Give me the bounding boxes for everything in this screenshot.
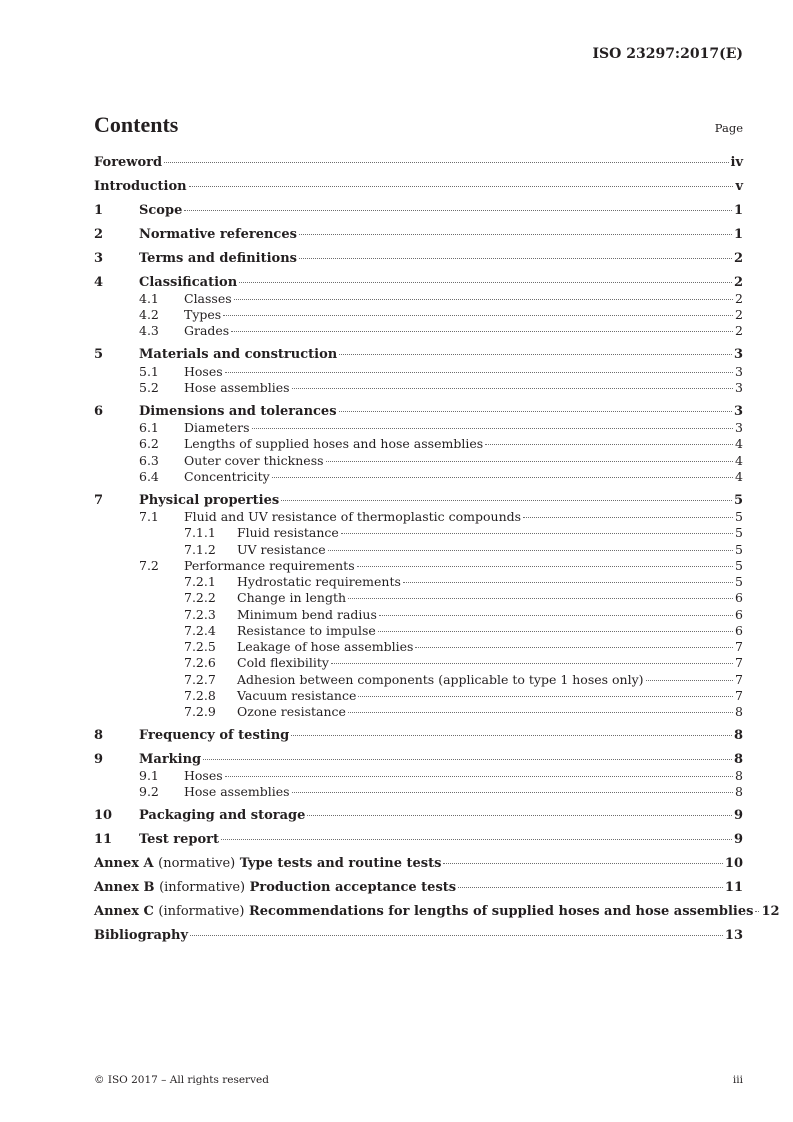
toc-annex-label: Annex B <box>94 880 155 896</box>
dot-leader <box>223 315 733 316</box>
toc-entry[interactable] <box>94 639 743 655</box>
toc-entry-title: Packaging and storage <box>139 808 306 824</box>
toc-annex-kind: (informative) <box>158 904 245 920</box>
toc-entry-page: 4 <box>735 436 743 452</box>
toc-entry-title: Hoses <box>184 363 223 379</box>
toc-entry[interactable] <box>94 784 743 800</box>
toc-entry-title: Grades <box>184 323 230 339</box>
dot-leader <box>252 428 734 429</box>
toc-annex-kind: (normative) <box>158 856 236 872</box>
toc-entry-page: 3 <box>735 363 743 379</box>
toc-entry-page: 9 <box>733 808 743 824</box>
toc-entry-title: UV resistance <box>237 541 326 557</box>
toc-entry-number: 5 <box>94 347 104 363</box>
toc-entry[interactable] <box>94 291 743 307</box>
dot-leader <box>203 759 732 760</box>
dot-leader <box>281 500 732 501</box>
toc-entry-number: 8 <box>94 727 104 743</box>
toc-entry[interactable] <box>94 493 743 509</box>
document-id: ISO 23297:2017(E) <box>592 46 743 62</box>
toc-entry-title: Classes <box>184 290 232 306</box>
toc-entry[interactable] <box>94 323 743 339</box>
toc-entry-title: Leakage of hose assemblies <box>237 639 414 654</box>
toc-entry-title: Hose assemblies <box>184 784 290 800</box>
toc-entry-title: Concentricity <box>184 468 270 484</box>
toc-entry-title: Fluid and UV resistance of thermoplastic compounds <box>184 509 522 524</box>
dot-leader <box>378 631 733 632</box>
toc-entry-number: 9 <box>94 751 104 767</box>
toc-entry-number: 6.3 <box>139 452 159 468</box>
dot-leader <box>328 550 733 551</box>
page-column-label: Page <box>714 121 743 135</box>
toc-entry[interactable] <box>94 832 743 848</box>
copyright-notice: © ISO 2017 – All rights reserved <box>94 1074 269 1086</box>
toc-entry[interactable] <box>94 251 743 267</box>
contents-heading-row <box>94 112 743 138</box>
page-title: Contents <box>94 112 179 137</box>
toc-entry-title: Performance requirements <box>184 557 355 573</box>
dot-leader <box>291 735 732 736</box>
toc-entry[interactable] <box>94 558 743 574</box>
toc-entry-title: Test report <box>139 832 220 848</box>
toc-entry-number: 7.2.6 <box>184 655 216 671</box>
toc-entry-page: 8 <box>735 784 743 800</box>
toc-entry-page: 8 <box>735 704 743 719</box>
toc-entry-title: Production acceptance tests <box>249 880 457 896</box>
toc-entry[interactable] <box>94 752 743 768</box>
toc-entry-page: 5 <box>735 525 743 541</box>
toc-entry-page: 11 <box>724 880 743 896</box>
toc-entry-title: Types <box>184 307 222 323</box>
toc-entry-page: 7 <box>735 671 743 687</box>
toc-entry[interactable] <box>94 880 743 896</box>
toc-entry-page: 6 <box>735 590 743 606</box>
toc-entry-number: 4.1 <box>139 290 159 306</box>
toc-entry-page: 9 <box>733 832 743 848</box>
toc-entry-page: 7 <box>735 639 743 654</box>
toc-entry-title: Scope <box>139 202 183 218</box>
toc-entry-page: 6 <box>735 622 743 638</box>
toc-entry-page: 3 <box>733 347 743 363</box>
dot-leader <box>339 354 732 355</box>
toc-entry-page: 6 <box>735 606 743 622</box>
toc-entry-number: 7.2.7 <box>184 671 216 687</box>
toc-entry-page: 2 <box>733 250 743 266</box>
dot-leader <box>299 234 732 235</box>
toc-entry-number: 2 <box>94 226 104 242</box>
dot-leader <box>403 582 733 583</box>
toc-entry-page: 2 <box>735 307 743 323</box>
table-of-contents <box>94 155 780 944</box>
toc-entry-title: Materials and construction <box>139 347 338 363</box>
toc-entry[interactable] <box>94 574 743 590</box>
footer-page-number: iii <box>732 1074 743 1086</box>
toc-entry[interactable] <box>94 275 743 291</box>
toc-entry[interactable] <box>94 672 743 688</box>
toc-entry-page: 1 <box>733 202 743 218</box>
dot-leader <box>225 776 733 777</box>
toc-entry-page: 8 <box>733 727 743 743</box>
toc-entry-page: 5 <box>735 509 743 524</box>
toc-entry-number: 6.4 <box>139 468 159 484</box>
toc-entry[interactable] <box>94 380 743 396</box>
toc-entry-number: 7.2 <box>139 557 159 573</box>
toc-entry-number: 7.2.5 <box>184 639 216 654</box>
toc-entry-page: 8 <box>735 768 743 784</box>
dot-leader <box>755 911 759 912</box>
toc-entry-number: 7.2.1 <box>184 574 216 589</box>
toc-entry-title: Marking <box>139 751 202 767</box>
dot-leader <box>443 863 722 864</box>
toc-entry[interactable] <box>94 768 743 784</box>
toc-entry-number: 7.1 <box>139 509 159 524</box>
dot-leader <box>307 815 732 816</box>
toc-entry[interactable] <box>94 347 743 363</box>
toc-entry[interactable] <box>94 928 743 944</box>
toc-entry[interactable] <box>94 453 743 469</box>
toc-entry-number: 7.2.8 <box>184 687 216 703</box>
dot-leader <box>292 388 733 389</box>
toc-entry-page: 5 <box>733 492 743 508</box>
page-footer <box>94 1074 743 1086</box>
dot-leader <box>646 680 734 681</box>
toc-entry-page: 2 <box>733 274 743 290</box>
toc-entry[interactable] <box>94 607 743 623</box>
toc-entry-number: 7.2.2 <box>184 590 216 606</box>
dot-leader <box>272 477 733 478</box>
toc-entry-title: Minimum bend radius <box>237 606 377 622</box>
toc-entry-number: 10 <box>94 808 113 824</box>
toc-entry-page: 5 <box>735 557 743 573</box>
toc-entry[interactable] <box>94 307 743 323</box>
toc-annex-label: Annex A <box>94 856 154 872</box>
dot-leader <box>341 533 733 534</box>
dot-leader <box>523 517 733 518</box>
toc-entry-title: Change in length <box>237 590 347 606</box>
toc-entry-number: 3 <box>94 250 104 266</box>
toc-entry-number: 5.1 <box>139 363 159 379</box>
toc-entry-title: Recommendations for lengths of supplied hoses and hose assemblies <box>248 904 754 920</box>
toc-entry[interactable] <box>94 808 743 824</box>
dot-leader <box>348 598 733 599</box>
toc-entry[interactable] <box>94 404 743 420</box>
dot-leader <box>379 615 733 616</box>
toc-entry-number: 11 <box>94 832 113 848</box>
toc-entry[interactable] <box>94 655 743 671</box>
dot-leader <box>357 566 733 567</box>
toc-entry[interactable] <box>94 623 743 639</box>
toc-entry[interactable] <box>94 155 743 171</box>
toc-entry-page: v <box>735 178 743 194</box>
dot-leader <box>415 647 733 648</box>
toc-entry-title: Ozone resistance <box>237 704 346 719</box>
toc-entry-title: Introduction <box>94 178 187 194</box>
toc-entry-number: 4.3 <box>139 323 159 339</box>
toc-entry-title: Terms and definitions <box>139 250 297 266</box>
dot-leader <box>231 331 733 332</box>
toc-entry-page: 5 <box>735 574 743 589</box>
toc-entry[interactable] <box>94 364 743 380</box>
toc-entry[interactable] <box>94 509 743 525</box>
toc-entry-page: 2 <box>735 323 743 339</box>
toc-entry[interactable] <box>94 203 743 219</box>
toc-entry[interactable] <box>94 904 780 920</box>
toc-entry-page: 1 <box>733 226 743 242</box>
dot-leader <box>292 792 733 793</box>
toc-entry-title: Frequency of testing <box>139 727 290 743</box>
dot-leader <box>358 696 733 697</box>
toc-entry-number: 9.2 <box>139 784 159 800</box>
toc-entry-number: 7 <box>94 492 104 508</box>
toc-entry[interactable] <box>94 728 743 744</box>
toc-annex-kind: (informative) <box>159 880 246 896</box>
toc-entry-title: Outer cover thickness <box>184 452 324 468</box>
toc-entry-title: Cold flexibility <box>237 655 329 671</box>
toc-entry-number: 1 <box>94 202 104 218</box>
toc-entry-title: Diameters <box>184 420 250 436</box>
dot-leader <box>190 935 723 936</box>
toc-entry-title: Adhesion between components (applicable to type 1 hoses only) <box>237 671 644 687</box>
toc-entry-number: 9.1 <box>139 768 159 784</box>
toc-entry-page: 4 <box>735 468 743 484</box>
toc-entry-title: Fluid resistance <box>237 525 339 541</box>
toc-entry-number: 7.2.3 <box>184 606 216 622</box>
toc-entry-title: Hoses <box>184 768 223 784</box>
toc-entry-title: Hydrostatic requirements <box>237 574 401 589</box>
dot-leader <box>348 712 733 713</box>
toc-entry-title: Hose assemblies <box>184 379 290 395</box>
dot-leader <box>299 258 732 259</box>
toc-entry-title: Resistance to impulse <box>237 622 376 638</box>
dot-leader <box>239 282 732 283</box>
toc-entry[interactable] <box>94 436 743 452</box>
dot-leader <box>458 887 723 888</box>
toc-entry[interactable] <box>94 590 743 606</box>
toc-entry[interactable] <box>94 856 743 872</box>
toc-entry-number: 6.2 <box>139 436 159 452</box>
toc-entry-page: iv <box>730 155 743 170</box>
dot-leader <box>485 444 733 445</box>
toc-entry-number: 7.2.4 <box>184 622 216 638</box>
toc-entry-number: 7.1.2 <box>184 541 216 557</box>
toc-entry[interactable] <box>94 469 743 485</box>
toc-entry-title: Vacuum resistance <box>237 687 357 703</box>
toc-entry-number: 5.2 <box>139 379 159 395</box>
toc-entry[interactable] <box>94 525 743 541</box>
dot-leader <box>331 663 733 664</box>
toc-entry-number: 7.1.1 <box>184 525 216 541</box>
toc-entry-page: 7 <box>735 655 743 671</box>
toc-entry-page: 12 <box>761 904 780 920</box>
toc-entry-title: Foreword <box>94 155 163 170</box>
toc-entry[interactable] <box>94 542 743 558</box>
toc-entry-page: 8 <box>733 751 743 767</box>
dot-leader <box>225 372 733 373</box>
toc-entry-page: 3 <box>733 403 743 419</box>
toc-entry-number: 6.1 <box>139 420 159 436</box>
dot-leader <box>221 839 732 840</box>
dot-leader <box>189 186 734 187</box>
toc-entry-number: 4 <box>94 274 104 290</box>
toc-entry-page: 3 <box>735 379 743 395</box>
toc-entry[interactable] <box>94 179 743 195</box>
toc-entry-page: 10 <box>724 856 743 872</box>
toc-entry-title: Lengths of supplied hoses and hose assemblies <box>184 436 484 452</box>
toc-entry[interactable] <box>94 688 743 704</box>
toc-entry-title: Bibliography <box>94 928 189 943</box>
toc-entry[interactable] <box>94 704 743 720</box>
toc-entry-page: 13 <box>724 928 743 943</box>
toc-entry-title: Normative references <box>139 226 297 242</box>
toc-entry[interactable] <box>94 420 743 436</box>
dot-leader <box>326 461 734 462</box>
toc-entry-page: 3 <box>735 420 743 436</box>
dot-leader <box>339 411 732 412</box>
toc-entry-title: Classification <box>139 274 238 290</box>
toc-entry-number: 7.2.9 <box>184 704 216 719</box>
toc-entry-number: 6 <box>94 403 104 419</box>
dot-leader <box>164 162 728 163</box>
dot-leader <box>184 210 732 211</box>
toc-entry-title: Physical properties <box>139 492 280 508</box>
toc-entry-title: Type tests and routine tests <box>239 856 442 872</box>
toc-entry-page: 2 <box>735 290 743 306</box>
toc-entry[interactable] <box>94 227 743 243</box>
dot-leader <box>234 299 733 300</box>
toc-entry-page: 5 <box>735 541 743 557</box>
toc-entry-number: 4.2 <box>139 307 159 323</box>
toc-entry-page: 4 <box>735 452 743 468</box>
toc-annex-label: Annex C <box>94 904 154 920</box>
toc-entry-page: 7 <box>735 687 743 703</box>
toc-entry-title: Dimensions and tolerances <box>139 403 337 419</box>
